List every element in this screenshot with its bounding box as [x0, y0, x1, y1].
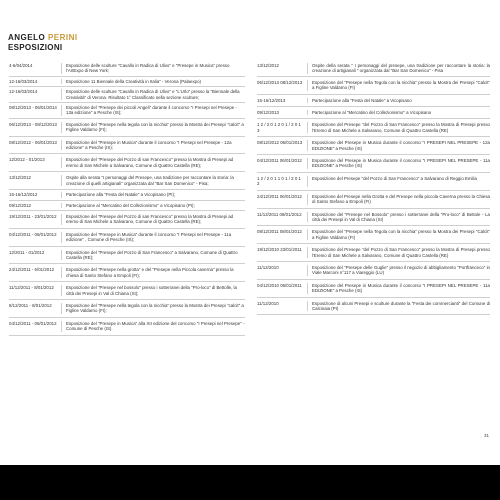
exhibition-entry — [257, 226, 490, 244]
left-exhibition-column — [9, 61, 245, 336]
exhibition-entry — [9, 172, 245, 190]
entry-description: Esposizione del "Presepe in Musica" durante il concorso "I Presepi nel Presepe - 12a edizione" a Pesche (IS); — [61, 140, 245, 151]
exhibition-entry — [257, 244, 490, 262]
exhibition-entry — [9, 229, 245, 247]
artist-name — [8, 33, 78, 42]
entry-date: 09/12/2013 — [257, 110, 279, 116]
entry-description: Esposizione delle sculture "Cavallo in Radica di Ulivo" e "L'Urlo" presso la "Biennale della Creatività" di Verona. Risultato 1° Classificato nella sezione sculture; — [61, 89, 245, 100]
entry-description: Esposizione del "Presepe nel bossolo" presso i sotterranei della "Pro-loco" di Bettolle, la città dei Presepi in Val di Chiana (SI); — [61, 285, 245, 296]
exhibition-entry — [9, 300, 245, 318]
exhibition-entry — [257, 95, 490, 107]
entry-description: Esposizione del "Presepe in Musica" durante il concorso "I Presepi nel Presepe - 11a edizione" , Comune di Pesche (IS); — [61, 232, 245, 243]
entry-description: Esposizione del Presepe nella Grotta e del Presepe nella piccola Caverna presso la Chiesa di Santo Stefano a Empoli (FI) — [307, 194, 490, 205]
entry-date: 24/12/2011 - 6/01/2012 — [9, 267, 55, 273]
entry-date: 11/12/2011 - 8/01/2012 — [9, 285, 54, 291]
exhibition-entry — [257, 191, 490, 209]
exhibition-entry — [9, 77, 245, 87]
exhibition-entry — [9, 87, 245, 103]
entry-description: Ospite alla serata "I personaggi del Presepe, una tradizione per raccontare la storia: la creazione di quelli artigianali" organizzata dal "Bar San Domenico" - Pisa; — [61, 175, 245, 186]
page-number: 31 — [484, 433, 490, 438]
section-title: ESPOSIZIONI — [8, 43, 63, 52]
exhibition-entry — [9, 264, 245, 282]
entry-date: 04/12/2011 - 06/01/2012 — [9, 231, 57, 237]
exhibition-entry — [257, 280, 490, 298]
entry-description: Esposizione del Presepe in Musica durante il concorso "I PRESEPI NEL PRESEPE - 12a EDIZIONE" a Pesche (IS) — [307, 140, 490, 151]
entry-date: 11/12/2011 08/01/2012 — [257, 211, 302, 217]
exhibition-entry — [9, 61, 245, 77]
entry-date: 15-16/12/2012 — [9, 192, 38, 198]
exhibition-entry — [257, 77, 490, 95]
entry-description: Esposizione delle sculture "Cavallo in Radica di Ulivo" e "Presepe in Musica" presso l'ArtExpo di New York; — [61, 63, 245, 74]
entry-date: 11/12/2010 — [257, 264, 279, 270]
entry-date: 15-16/12/2013 — [257, 97, 286, 103]
exhibition-entry — [257, 107, 490, 119]
entry-description: Esposizione del "Presepe nella Tegola con la nicchia" presso la Mostra dei Presepi "Calcit" a Figline Valdarno (FI) — [307, 80, 490, 91]
entry-description: Esposizione del "Presepe nella tegola con la nicchia" presso la Mostra dei Presepi "calcit" a Figline Valdarno (FI); — [61, 303, 245, 314]
entry-date: 1 2 / 2 0 1 1 0 1 / 2 0 1 2 — [257, 175, 301, 187]
entry-description: Esposizione del "Presepe nella grotta" e del "Presepe nella Piccola caverna" presso la chiesa di Santo Stefano a Empoli (FI); — [61, 267, 245, 278]
right-exhibition-column — [257, 61, 490, 315]
entry-description: Esposizione del "Presepe delle Guglie" presso il negozio di abbigliamento "Portfranceco" in Viale Marconi n°117 a Viareggio (LU) — [307, 265, 490, 276]
entry-date: 06/12/2013 - 08/12/2013 — [9, 121, 57, 127]
entry-description: Esposizione del "Presepe in Musica" alla XII edizione del concorso "I Presepi nel Presepe" - Comune di Pesche (IS). — [61, 321, 245, 332]
entry-date: 12-16/03/2014 — [9, 78, 38, 84]
artist-last-name: PERINI — [47, 33, 78, 42]
entry-description: Partecipazione alla "Festa del Natale" a Vicopisano (PI); — [61, 192, 245, 197]
entry-date: 13/12/2012 — [9, 175, 31, 181]
entry-description: Esposizione del "Presepe del Pozzo di san Francesco" presso la Mostra di Presepi ad eremo di San Michele a Salvarano, Comune di Quattro Castella (RE); — [61, 214, 245, 225]
exhibition-entry — [257, 262, 490, 280]
entry-date: 08/12/2012 06/01/2013 — [257, 140, 303, 146]
exhibition-entry — [257, 173, 490, 191]
entry-date: 04/12/2011 06/01/2012 — [257, 158, 302, 164]
exhibition-entry — [257, 209, 490, 227]
entry-description: Esposizione del "Presepe del Pozzo di san Francesco" presso la Mostra di Presepi ad eremo di San Michele a Salvarano, Comune di Quattro Castella (RE); — [61, 157, 245, 168]
entry-description: Ospite della serata " I personaggi del presepe, una tradizione per raccontare la storia: la creazione di artigianali " organizzata dal "Bar San Domenico" - Pisa — [307, 63, 490, 74]
entry-date: 06/12/2013 08/12/2013 — [257, 79, 303, 85]
entry-description: Partecipazione alla "Festa del Natale" a Vicopisano — [307, 98, 490, 103]
entry-date: 04/12/2010 06/01/2011 — [257, 282, 302, 288]
entry-description: Partecipazione al "Mercatino del Collezionismo" a Vicopisano — [307, 110, 490, 115]
exhibition-entry — [257, 61, 490, 77]
page-header — [8, 33, 78, 52]
entry-date: 12/2011 - 01/2012 — [9, 249, 45, 255]
exhibition-entry — [9, 119, 245, 137]
entry-description: Esposizione del "Presepe del Pozzo di San Francesco" a Salvarano, Comune di Quattro Castella (RE); — [61, 250, 245, 261]
artist-first-name: ANGELO — [8, 33, 48, 42]
entry-date: 08/12/2012 - 06/01/2013 — [9, 139, 57, 145]
exhibition-entry — [257, 119, 490, 137]
exhibition-entry — [9, 137, 245, 155]
entry-description: Esposizione del Presepe in Musica durante il concorso "I PRESEPI NEL PRESEPE - 11a EDIZIONE" a Pesche (IS) — [307, 283, 490, 294]
exhibition-entry — [9, 211, 245, 229]
bottom-black-bar — [0, 465, 500, 500]
entry-date: 04/12/2011 - 06/01/2012 — [9, 320, 57, 326]
exhibition-entry — [9, 247, 245, 265]
entry-date: 12/2012 - 01/2013 — [9, 157, 45, 163]
exhibition-entry — [9, 103, 245, 119]
entry-description: Esposizione del Presepe "del Pozzo di San Francesco" presso la Mostra di Presepi presso l'Eremo di San Michele a Salvarano, Comune di Quattro Castella (RE) — [307, 122, 490, 133]
exhibition-entry — [9, 190, 245, 200]
entry-date: 08/12/2011 08/01/2012 — [257, 229, 302, 235]
exhibition-entry — [9, 282, 245, 300]
entry-description: Esposizione del "Presepe nella Tegola con la nicchia" presso la Mostra dei Presepi "Calcit" a Figline Valdarno (FI) — [307, 229, 490, 240]
exhibition-entry — [9, 318, 245, 336]
entry-date: 4-6/04/2014 — [9, 63, 33, 68]
entry-description: Esposizione del Presepe in Musica durante il concorso "I PRESEPI NEL PRESEPE - 11a EDIZIONE" a Pesche (IS) — [307, 158, 490, 169]
entry-description: Esposizione del "Presepe dei piccoli Angeli" durante il concorso "I Presepi nel Presepe - 13a edizione" a Pesche (IS); — [61, 105, 245, 116]
entry-date: 8/12/2011 - 8/01/2012 — [9, 302, 52, 308]
exhibition-entry — [9, 201, 245, 211]
entry-date: 24/12/2011 06/01/2012 — [257, 193, 302, 199]
entry-date: 19/12/2010 23/01/2011 — [257, 247, 302, 253]
entry-description: Esposizione di alcuni Presepi e sculture durante la "Festa dei commercianti" del Comune di Calcinaia (PI) — [307, 301, 490, 312]
entry-date: 08/12/2013 - 06/01/2014 — [9, 105, 57, 111]
entry-date: 12-16/03/2014 — [9, 89, 38, 95]
entry-date: 1 2 / 2 0 1 2 0 1 / 2 0 1 3 — [257, 122, 301, 133]
exhibition-entry — [257, 298, 490, 316]
entry-date: 13/12/2012 — [257, 63, 279, 68]
entry-description: Esposizione del Presepe "del Pozzo di San Francesco" presso la Mostra di Presepi presso l'Eremo di San Michele a Salvarano, Comune di Quattro Castella (RE) — [307, 247, 490, 258]
entry-date: 11/12/2010 — [257, 300, 279, 306]
entry-date: 09/12/2012 — [9, 202, 31, 208]
entry-description: Esposizione 11 Biennale della Creatività in Italia" - Verona (Palaexpo) — [61, 79, 245, 84]
entry-description: Esposizione del Presepe "del Pozzo di San Francesco" a Salvarano di Reggio Emilia — [307, 176, 490, 187]
entry-description: Esposizione del "Presepe nel Bossolo" presso i sotterranei della "Pro-loco" di Bettole - La città dei Presepi in Val di Chiana (SI) — [307, 212, 490, 223]
entry-description: Esposizione del "Presepe nella tegola con la nicchia" presso la Mostra dei Presepi "calcit" a Figline Valdarno (FI); — [61, 122, 245, 133]
exhibition-entry — [9, 154, 245, 172]
exhibition-entry — [257, 137, 490, 155]
exhibition-entry — [257, 155, 490, 173]
entry-date: 19/12/2011 - 23/01/2012 — [9, 213, 57, 219]
entry-description: Partecipazione al "Mercatino del Collezionismo" a Vicopisano (PI); — [61, 203, 245, 208]
